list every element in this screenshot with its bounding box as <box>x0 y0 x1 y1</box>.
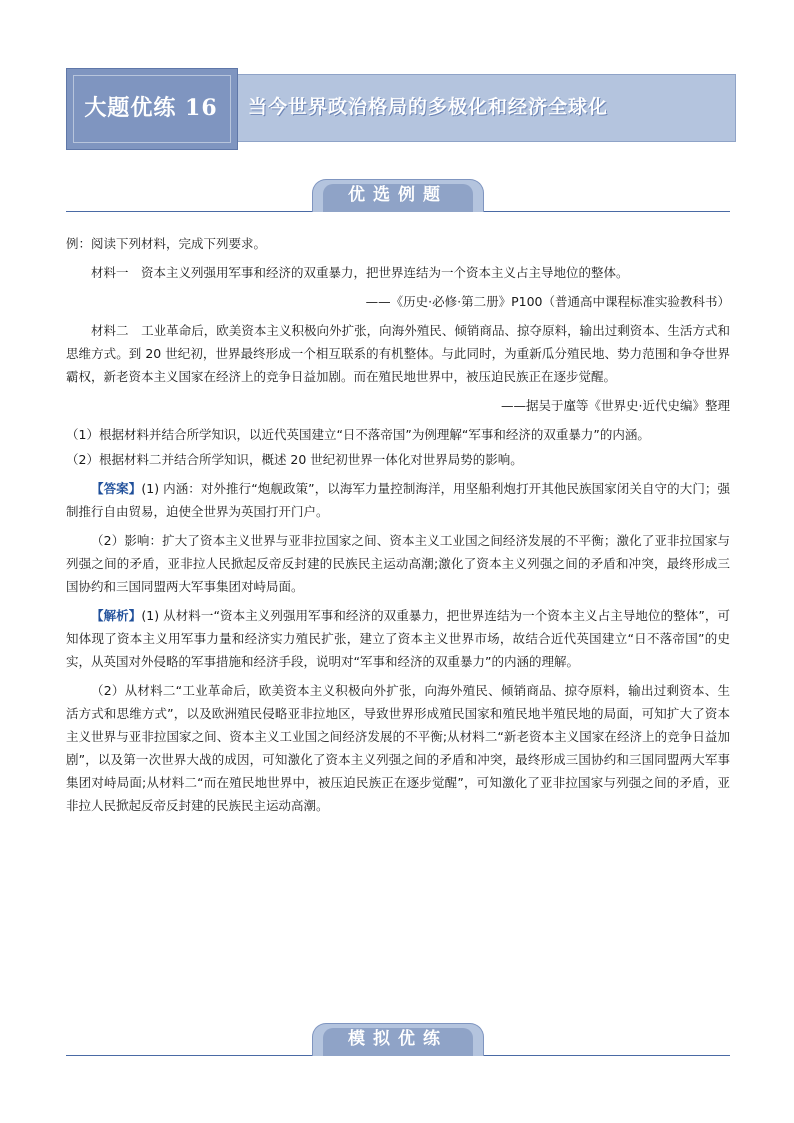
answer-label: 【答案】 <box>91 481 142 496</box>
title-banner <box>66 68 736 150</box>
section-header-practice <box>66 1016 730 1056</box>
material-two-source: ——据吴于廑等《世界史·近代史编》整理 <box>501 398 730 413</box>
section-tab <box>312 179 484 212</box>
question-intro: 例：阅读下列材料，完成下列要求。 <box>66 236 267 251</box>
question-one: （1）根据材料并结合所学知识，以近代英国建立“日不落帝国”为例理解“军事和经济的双重暴力”的内涵。 <box>66 427 650 442</box>
section-title: 模拟优练 <box>348 1029 448 1049</box>
page-title: 当今世界政治格局的多极化和经济全球化 <box>248 96 609 118</box>
analysis-label: 【解析】 <box>91 608 142 623</box>
series-label: 大题优练 16 <box>84 95 218 121</box>
document-body <box>66 232 730 823</box>
question-two: （2）根据材料二并结合所学知识，概述 20 世纪初世界一体化对世界局势的影响。 <box>66 452 523 467</box>
section-header-example <box>66 172 730 212</box>
analysis-one <box>66 604 730 673</box>
analysis-two: （2）从材料二“工业革命后，欧美资本主义积极向外扩张，向海外殖民、倾销商品、掠夺原料，输出过剩资本、生活方式和思维方式”，以及欧洲殖民侵略亚非拉地区，导致世界形成殖民国家和殖民地半殖民地的局面，可知扩大了资本主义世界与亚非拉国家之间、资本主义工业国之间经济发展的不平衡;从材料二“新老资本主义国家在经济上的竞争日益加剧”，以及第一次世界大战的成因，可知激化了资本主义列强之间的矛盾和冲突，最终形成三国协约和三国同盟两大军事集团对峙局面;从材料二“而在殖民地世界中，被压迫民族正在逐步觉醒”，可知激化了亚非拉国家与列强之间的矛盾，亚非拉人民掀起反帝反封建的民族民主运动高潮。 <box>66 683 730 813</box>
answer-one-text: (1) 内涵：对外推行“炮舰政策”，以海军力量控制海洋，用坚船利炮打开其他民族国家闭关自守的大门；强制推行自由贸易，迫使全世界为英国打开门户。 <box>66 481 730 519</box>
answer-one <box>66 477 730 523</box>
material-two: 材料二 工业革命后，欧美资本主义积极向外扩张，向海外殖民、倾销商品、掠夺原料，输出过剩资本、生活方式和思维方式。到 20 世纪初，世界最终形成一个相互联系的有机整体。与此同时，为重新瓜分殖民地、势力范围和争夺世界霸权，新老资本主义国家在经济上的竞争日益加剧。而在殖民地世界中，被压迫民族正在逐步觉醒。 <box>66 323 730 384</box>
answer-two: （2）影响：扩大了资本主义世界与亚非拉国家之间、资本主义工业国之间经济发展的不平衡；激化了亚非拉国家与列强之间的矛盾，亚非拉人民掀起反帝反封建的民族民主运动高潮;激化了资本主义列强之间的矛盾和冲突，最终形成三国协约和三国同盟两大军事集团对峙局面。 <box>66 533 730 594</box>
material-one-source: ——《历史·必修·第二册》P100（普通高中课程标准实验教科书） <box>365 294 730 309</box>
section-title: 优选例题 <box>348 185 448 205</box>
analysis-one-text: (1) 从材料一“资本主义列强用军事和经济的双重暴力，把世界连结为一个资本主义占主导地位的整体”，可知体现了资本主义用军事力量和经济实力殖民扩张，建立了资本主义世界市场，故结合近代英国建立“日不落帝国”的史实，从英国对外侵略的军事措施和经济手段，说明对“军事和经济的双重暴力”的内涵的理解。 <box>66 608 730 669</box>
section-tab <box>312 1023 484 1056</box>
material-one: 材料一 资本主义列强用军事和经济的双重暴力，把世界连结为一个资本主义占主导地位的整体。 <box>91 265 629 280</box>
